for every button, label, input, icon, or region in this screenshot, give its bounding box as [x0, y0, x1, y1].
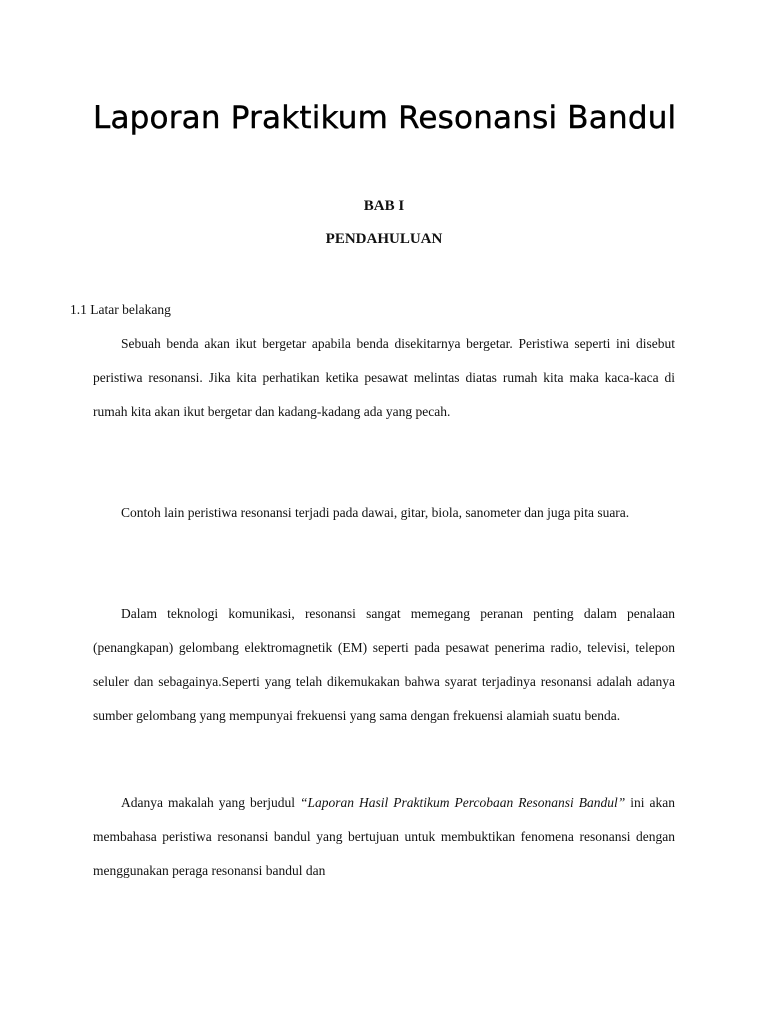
- report-title-citation: “Laporan Hasil Praktikum Percobaan Resonansi Bandul”: [299, 795, 626, 810]
- paragraph-1: Sebuah benda akan ikut bergetar apabila benda disekitarnya bergetar. Peristiwa seperti ini disebut peristiwa resonansi. Jika kita perhatikan ketika pesawat melintas diatas rumah kita maka kaca-kaca di rumah kita akan ikut bergetar dan kadang-kadang ada yang pecah.: [93, 336, 675, 419]
- section-heading: 1.1 Latar belakang: [70, 302, 171, 317]
- paragraph-4-text-end: ini akan membahasa peristiwa resonansi bandul yang bertujuan untuk membuktikan fenomena resonansi dengan menggunakan peraga resonansi bandul dan: [93, 795, 675, 878]
- paragraph-2: Contoh lain peristiwa resonansi terjadi pada dawai, gitar, biola, sanometer dan juga pita suara.: [121, 505, 630, 520]
- document-title: Laporan Praktikum Resonansi Bandul: [93, 100, 677, 136]
- paragraph-3: Dalam teknologi komunikasi, resonansi sangat memegang peranan penting dalam penalaan (penangkapan) gelombang elektromagnetik (EM) seperti pada pesawat penerima radio, televisi, telepon seluler dan sebagainya.Seperti yang telah dikemukakan bahwa syarat terjadinya resonansi adalah adanya sumber gelombang yang mempunyai frekuensi yang sama dengan frekuensi alamiah suatu benda.: [93, 606, 675, 723]
- chapter-title: PENDAHULUAN: [325, 231, 443, 247]
- paragraph-4: [93, 786, 675, 888]
- chapter-label: BAB I: [363, 198, 405, 214]
- paragraph-4-text-start: Adanya makalah yang berjudul: [121, 795, 300, 810]
